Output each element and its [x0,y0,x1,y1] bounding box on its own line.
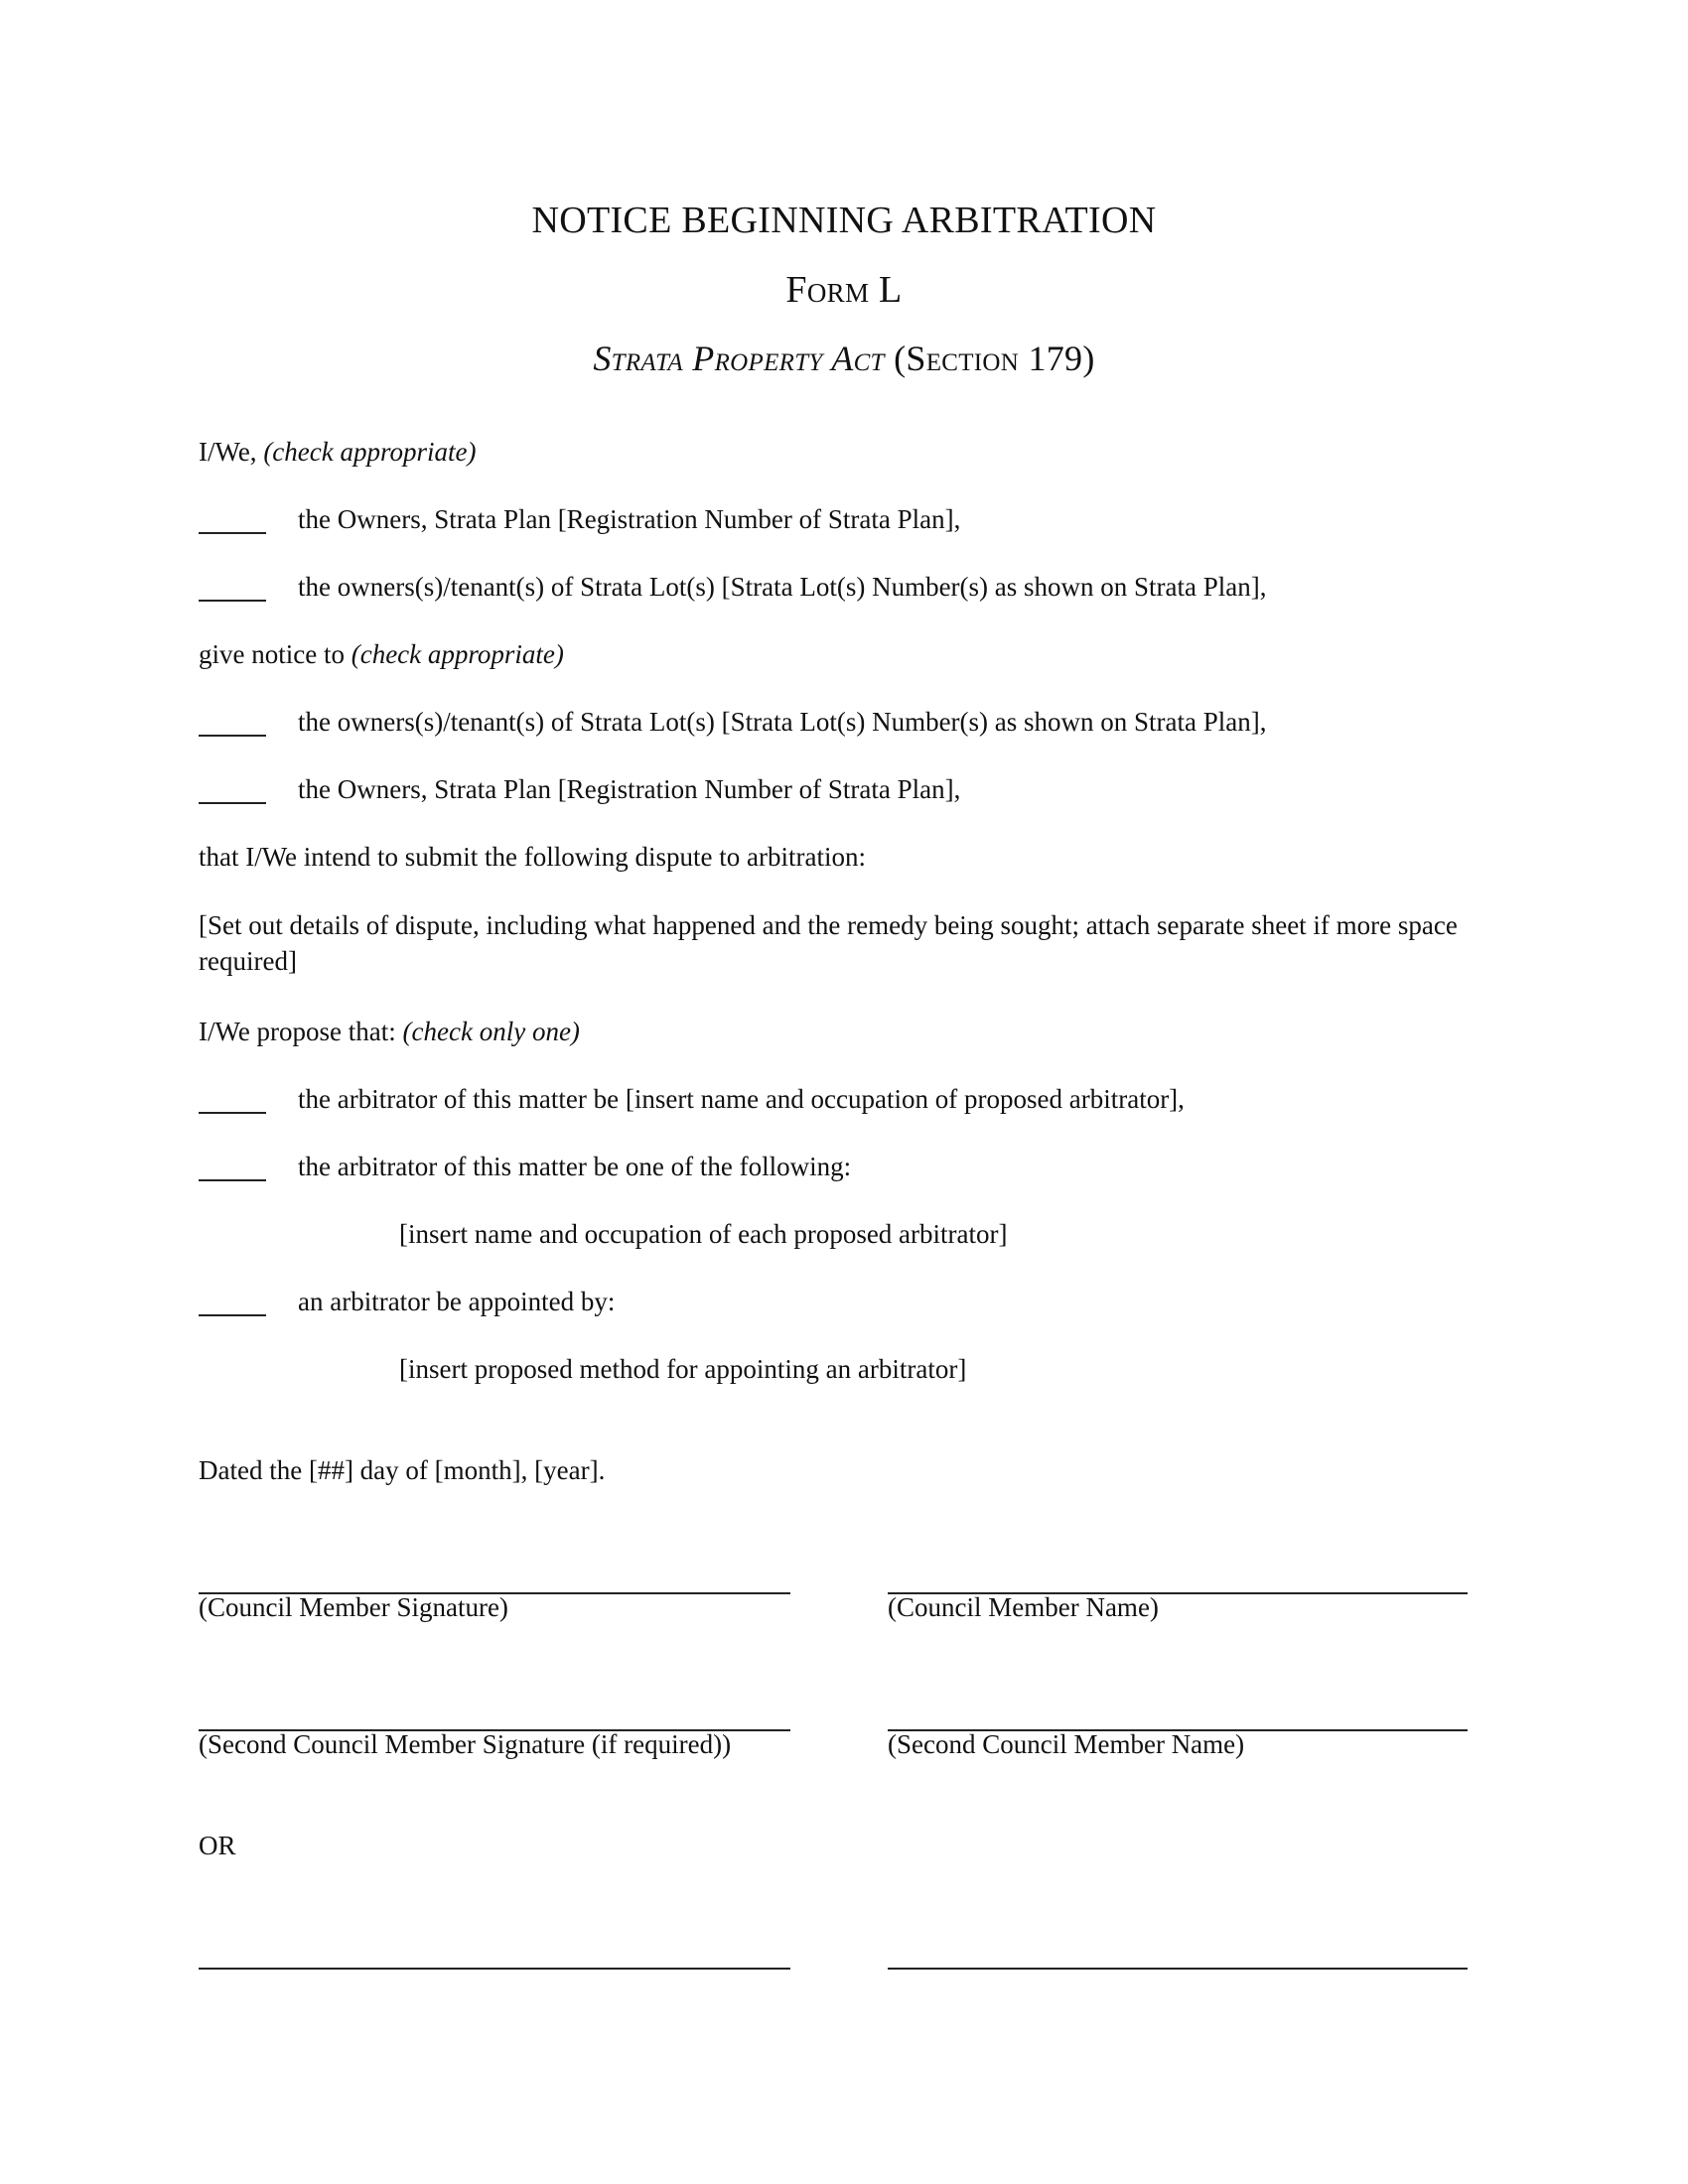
proposal-intro: I/We propose that: [199,1017,396,1046]
owner-name-line[interactable] [888,1968,1468,1970]
proposal-option-3-blank[interactable] [199,1314,266,1316]
sender-option-2-blank[interactable] [199,600,266,602]
form-label: Form L [785,269,903,311]
or-separator: OR [199,1831,236,1860]
recipient-intro: give notice to [199,639,345,669]
act-section: (Section 179) [894,339,1095,378]
document-title: NOTICE BEGINNING ARBITRATION [531,200,1157,241]
proposal-option-2-detail: [insert name and occupation of each proposed arbitrator] [399,1219,1008,1249]
sender-option-1: the Owners, Strata Plan [Registration Number of Strata Plan], [298,504,961,534]
proposal-option-2-blank[interactable] [199,1179,266,1181]
owner-signature-line[interactable] [199,1968,790,1970]
dispute-details: [Set out details of dispute, including what happened and the remedy being sought; attach separate sheet if more space required] [199,910,1458,976]
second-council-member-signature-label: (Second Council Member Signature (if required)) [199,1729,732,1759]
dated-line: Dated the [##] day of [month], [year]. [199,1455,606,1485]
proposal-option-1-blank[interactable] [199,1112,266,1114]
recipient-intro-note: (check appropriate) [351,639,564,669]
proposal-option-3-detail: [insert proposed method for appointing an arbitrator] [399,1354,967,1384]
proposal-intro-line [199,1017,580,1047]
act-name: Strata Property Act [593,339,885,378]
sender-intro-note: (check appropriate) [263,437,477,467]
proposal-intro-note: (check only one) [402,1017,580,1046]
recipient-option-2: the Owners, Strata Plan [Registration Number of Strata Plan], [298,774,961,804]
council-member-name-label: (Council Member Name) [888,1592,1159,1622]
act-reference [0,338,1688,379]
sender-option-1-blank[interactable] [199,532,266,534]
recipient-intro-line [199,639,564,670]
council-member-signature-label: (Council Member Signature) [199,1592,508,1622]
proposal-option-3: an arbitrator be appointed by: [298,1287,616,1316]
proposal-option-1: the arbitrator of this matter be [insert name and occupation of proposed arbitrator], [298,1084,1185,1114]
proposal-option-2: the arbitrator of this matter be one of the following: [298,1152,852,1181]
second-council-member-name-label: (Second Council Member Name) [888,1729,1245,1759]
sender-intro-line [199,437,476,468]
sender-option-2: the owners(s)/tenant(s) of Strata Lot(s) [Strata Lot(s) Number(s) as shown on Strata Plan], [298,572,1267,602]
recipient-option-1-blank[interactable] [199,735,266,737]
recipient-option-1: the owners(s)/tenant(s) of Strata Lot(s) [Strata Lot(s) Number(s) as shown on Strata Plan], [298,707,1267,737]
sender-intro: I/We, [199,437,257,467]
recipient-option-2-blank[interactable] [199,802,266,804]
dispute-intro: that I/We intend to submit the following dispute to arbitration: [199,842,866,872]
